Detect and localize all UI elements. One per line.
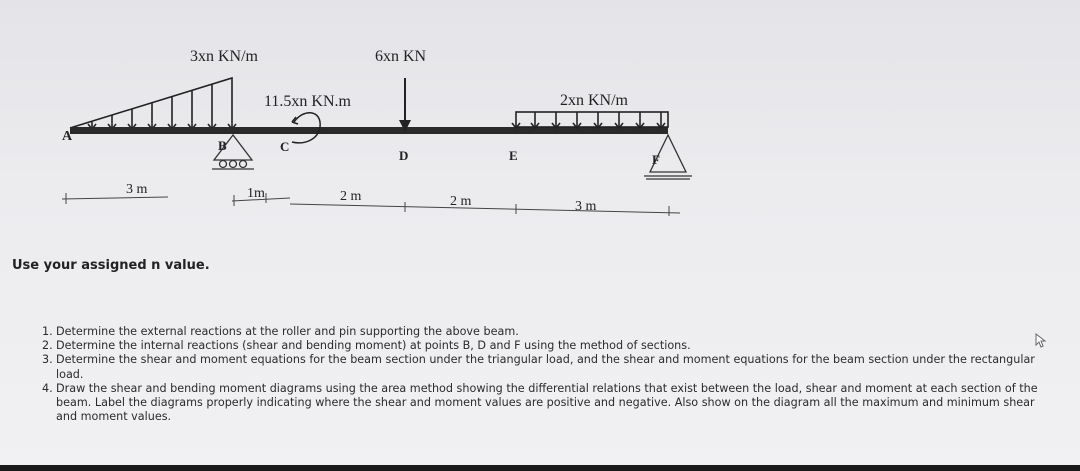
question-text: Determine the internal reactions (shear and bending moment) at points B, D and F using the method of sections.: [56, 339, 691, 353]
mouse-pointer-icon: [1035, 333, 1047, 349]
question-text: Determine the shear and moment equations for the beam section under the triangular load, and the shear and moment equations for the beam section under the rectangular load.: [56, 353, 1035, 381]
question-item: [42, 382, 1057, 425]
monitor-bezel: [0, 465, 1080, 471]
point-load-label: 6xn KN: [375, 48, 427, 65]
question-text: Determine the external reactions at the roller and pin supporting the above beam.: [56, 325, 519, 338]
rectangular-load-label: 2xn KN/m: [560, 92, 628, 109]
point-load-d: [399, 78, 411, 132]
point-f-label: F: [652, 152, 660, 167]
point-d-label: D: [399, 148, 409, 163]
question-number: 2.: [42, 339, 53, 353]
triangular-load-label: 3xn KN/m: [190, 48, 258, 65]
triangular-load: [70, 78, 236, 129]
assigned-n-note: Use your assigned n value.: [12, 258, 210, 273]
question-number: 4.: [42, 381, 53, 395]
point-c-label: C: [280, 139, 290, 154]
question-item: [42, 339, 1057, 353]
question-number: 1.: [42, 325, 53, 338]
question-list: [42, 325, 1057, 424]
point-e-label: E: [509, 148, 518, 163]
dimension-label-2: 1m: [247, 186, 265, 201]
moment-label: 11.5xn KN.m: [264, 93, 351, 110]
rectangular-load: [512, 112, 668, 128]
question-item: [42, 353, 1057, 381]
question-number: 3.: [42, 353, 53, 367]
dimension-label-3: 2 m: [340, 189, 362, 204]
beam: [70, 127, 668, 134]
question-text: Draw the shear and bending moment diagrams using the area method showing the differential relations that exist between the load, shear and moment at each section of the beam. Label the diagrams properly indicating where the shear and moment values are positive and negative. Also show on the diagram all the maximum and minimum shear and moment values.: [56, 381, 1038, 424]
dimension-label-1: 3 m: [126, 182, 148, 197]
question-item: [42, 325, 1057, 339]
dimension-label-5: 3 m: [575, 199, 597, 214]
point-a-label: A: [62, 129, 73, 144]
dimension-label-4: 2 m: [450, 194, 472, 209]
point-b-label: B: [218, 138, 227, 153]
